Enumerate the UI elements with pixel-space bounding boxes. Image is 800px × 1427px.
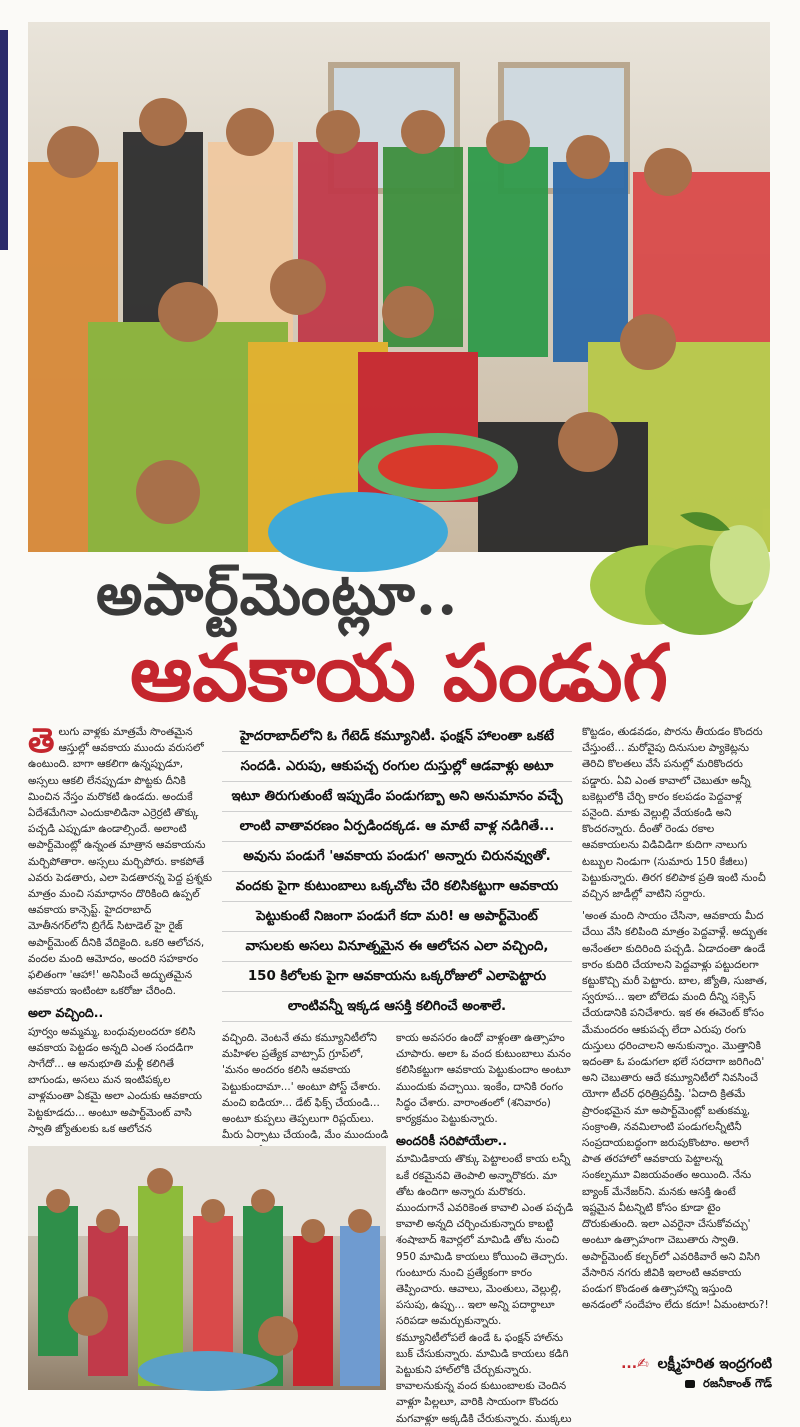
standfirst-line: ఇటూ తిరుగుతుంటే ఇప్పుడేం పండుగబ్బా అని అనుమానం వచ్చే (222, 782, 572, 812)
standfirst-line: పెట్టుకుంటే నిజంగా పండుగే కదా మరి! ఆ అపార్ట్‌మెంట్‌ (222, 902, 572, 932)
paragraph: మామిడికాయ తొక్కు పెట్టాలంటే కాయ లన్నీ ఒకే రకమైనవి తెంపాలి అన్నారొకరు. మా తోట ఉందిగా అన్నారు మరొకరు. ముందుగానే ఎవరికెంత కావాలి ఎంత పచ్చడి కావాలి అన్నది చర్చించుకున్నారు కాబట్టి శంషాబాద్‌ శివార్లలో మామిడి తోట నుంచి 950 మామిడి కాయలు కోయించి తెచ్చారు. గుంటూరు నుంచి ప్రత్యేకంగా కారం తెప్పించారు. ఆవాలు, మెంతులు, వెల్లుల్లి, పసుపు, ఉప్పు... ఇలా అన్ని పదార్థాలూ సరిపడా అమర్చుకున్నారు. కమ్యూనిటీలోపలే ఉండే ఓ ఫంక్షన్‌ హాల్‌ను బుక్‌ చేసుకున్నారు. మామిడి కాయలు కడిగి పెట్టుకుని హాల్‌లోకి చేర్చుకున్నారు. కావాలనుకున్న వంద కుటుంబాలకు చెందిన వాళ్లూ పిల్లలూ, వారికి సాయంగా కొందరు మగవాళ్లూ అక్కడికి చేరుకున్నారు. ముక్కలు (396, 1153, 574, 1425)
standfirst-line: అవును పండుగే 'ఆవకాయ పండుగ' అన్నారు చిరునవ్వుతో. (222, 842, 572, 872)
inset-photo-illustration (28, 1146, 386, 1390)
standfirst-line: వాసులకు అసలు వినూత్నమైన ఈ ఆలోచన ఎలా వచ్చింది, (222, 932, 572, 962)
paragraph: పూర్వం అమ్మమ్మ, బంధువులందరూ కలిసి ఆవకాయ పెట్టడం అన్నది ఎంత సందడిగా సాగేదో... ఆ అనుభూతి మళ్లీ కలిగితే బాగుండు, అసలు మన ఇంటిపక్కల వాళ్లమంతా ఏకమై అలా ఎందుకు ఆవకాయ పెట్టకూడదు... అంటూ అపార్ట్‌మెంట్‌ వాసి స్వాతి జ్యోతులకు ఒక ఆలోచన (28, 1025, 202, 1135)
mango-illustration (580, 505, 770, 645)
article-column-2 (222, 1030, 390, 1142)
dropcap: తె (28, 721, 55, 761)
paragraph: 'అంత మంది సాయం చేసినా, ఆవకాయ మీద చేయి వేసి కలిపింది మాత్రం పెద్దవాళ్లే. అద్భుతః అనేంతలా కుదిరింది పచ్చడి. ఏడాదంతా ఉండే కారం కుదిరి చేయాలని పెద్దవాళ్లు పట్టుదలగా కట్టుకొచ్చి మరీ పెట్టారు. బాల, జ్యోతి, సుజాత, స్వరూప... ఇలా బోలెడు మంది దీన్ని సక్సెస్‌ చేయడానికి పనిచేశారు. ఇక ఈ ఈవెంట్‌ కోసం మేమందరం ఆకుపచ్చ లేదా ఎరుపు రంగు దుస్తులు ధరించాలని అనుకున్నాం. మొత్తానికి ఇదంతా ఓ పండుగలా భలే సరదాగా జరిగింది' అని చెబుతారు ఆదే కమ్యూనిటీలో నివసించే యోగా టీచర్‌ ధరిత్రిప్రదీప్తి. 'ఏదాది క్రితమే ప్రారంభమైన మా అపార్ట్‌మెంట్లో బతుకమ్మ, సంక్రాంతి, నవమిలాంటి పండుగలన్నీటినీ సంప్రదాయబద్ధంగా జరుపుకొంటాం. అలాగే పాత తరహాలో ఆవకాయ పెట్టాలన్న సంకల్పమూ విజయవంతం అయింది. నేను బ్యాంక్‌ మేనేజర్‌ని. మనకు ఆసక్తి ఉంటే ఇష్టమైన వీటన్నిటి కోసం కూడా టైం దొరుకుతుంది. ఇలా ఎవరైనా చేసుకోవచ్చు' అంటూ ఉత్సాహంగా చెబుతారు స్వాతి. అపార్ట్‌మెంట్‌ కల్చర్‌లో ఎవరికివారే అని విసిగి వేసారిన నగరు జీవికి ఇలాంటి ఆవకాయ పండుగ కొండంత ఉత్సాహాన్ని ఇస్తుంది అనడంలో సందేహం లేదు కదూ! ఏమంటారు?! (582, 910, 769, 1312)
standfirst-line: లాంటి వాతావరణం ఏర్పడిందక్కడ. ఆ మాటే వాళ్ల నడిగితే... (222, 812, 572, 842)
hero-crowd-illustration (28, 22, 770, 552)
paragraph: వచ్చింది. వెంటనే తమ కమ్యూనిటీలోని మహిళల ప్రత్యేక వాట్సాప్‌ గ్రూప్‌లో, 'మనం అందరం కలిసి ఆవకాయ పెట్టుకుందామా...' అంటూ పోస్ట్‌ చేశారు. మంచి ఐడియా... డేట్‌ ఫిక్స్‌ చేయండి... అంటూ కుప్పలు తెప్పలుగా రిప్లయ్‌లు. మీరు ఏర్పాటు చేయండి, మేం ముందుండి (222, 1032, 389, 1142)
author-byline (621, 1356, 772, 1375)
hero-photo (28, 22, 770, 552)
inset-photo (28, 1146, 386, 1390)
standfirst-line: లాంటివన్నీ ఇక్కడ ఆసక్తి కలిగించే అంశాలే. (222, 992, 572, 1022)
article-column-4 (582, 724, 770, 1352)
camera-icon (685, 1380, 695, 1388)
standfirst-line: హైదరాబాద్‌లోని ఓ గేటెడ్‌ కమ్యూనిటీ. ఫంక్షన్‌ హాలంతా ఒకటే (222, 722, 572, 752)
standfirst-line: సందడి. ఎరుపు, ఆకుపచ్చ రంగుల దుస్తుల్లో ఆడవాళ్లు అటూ (222, 752, 572, 782)
paragraph: కొట్టడం, తుడవడం, పొరను తీయడం కొందరు చేస్తుంటే... మరోవైపు దినుసుల ప్యాకెట్లను తెరిచి కొలతలు వేసే పనుల్లో మరికొందరు పడ్డారు. ఏవి ఎంత కావాలో చెబుతూ అన్నీ బకెట్లులోకి చేర్చి కారం కలపడం పెద్దవాళ్ల పనైంది. మాకు వెల్లుల్లి వేయకండి అని కొందరన్నారు. దీంతో రెండు రకాల ఆవకాయలను విడివిడిగా కుదిగా నాలుగు టబ్బుల నిండుగా (సుమారు 150 కేజీలు) పెట్టుకున్నారు. తిరగ కలిపాక ప్రతి ఇంటి నుంచీ వచ్చిన జాడీల్లో వాటిని సర్దారు. (582, 726, 766, 901)
standfirst-line: వందకు పైగా కుటుంబాలు ఒక్కచోట చేరి కలిసికట్టుగా ఆవకాయ (222, 872, 572, 902)
paragraph: కాయ అవసరం ఉందో వాళ్లంతా ఉత్సాహం చూపారు. అలా ఓ వంద కుటుంబాలు మనం కలిసికట్టుగా ఆవకాయ పెట్టుకుందాం అంటూ ముందుకు వచ్చాయి. ఇంకేం, దానికి రంగం సిద్ధం చేశారు. వారాంతంలో (శనివారం) కార్యక్రమం పెట్టుకున్నారు. (396, 1032, 571, 1126)
author-name: లక్ష్మీహరిత ఇంద్రగంటి (657, 1356, 772, 1372)
standfirst (222, 722, 572, 1027)
page-edge-tab (0, 30, 8, 250)
subheading-andariki-saripoyela: అందరికీ సరిపోయేలా.. (396, 1133, 508, 1149)
intro-paragraph: లుగు వాళ్లకు మాత్రమే సొంతమైన ఆస్తుల్లో ఆవకాయ ముందు వరుసలో ఉంటుంది. బాగా ఆకలిగా ఉన్నప్పుడూ, అస్సలు ఆకలి లేనప్పుడూ పొట్టకు దీనికి మించిన నేస్తం మరొకటి ఉండదు. అందుకే ఏదేశమేగినా ఎందుకాలిడినా ఎర్రెర్రటి తొక్కు పచ్చడి ఎప్పుడూ ఉండాల్సిందే. అలాంటి అపార్ట్‌మెంట్లో ఉన్నంత మాత్రాన ఆవకాయను మర్చిపోతారా. అస్సలు మర్చిపోరు. కాకపోతే ఎవరు పెడతారు, ఎలా పెడతారన్న పెద్ద ప్రశ్నకు మాత్రం మంచి సమాధానం దొరికింది ఉప్పల్‌ ఆవకాయ కాన్సెప్ట్‌. హైదరాబాద్‌ మోతీనగర్‌లోని బ్రిగేడ్‌ సిటాడెల్‌ హై రైజ్‌ అపార్ట్‌మెంట్‌ దీనికి వేదికైంది. ఒకరి ఆలోచన, వందల మంది ఆమోదం, అందరి సహకారం ఫలితంగా 'ఆహా!' అనిపించే అద్భుతమైన ఆవకాయ ఇంటింటా ఒకరోజు చేరింది. (28, 726, 213, 998)
photographer-name: రజనీకాంత్‌ గౌడ్‌ (703, 1376, 772, 1390)
headline-line1: అపార్ట్‌మెంట్లూ.. (96, 560, 459, 628)
article-column-3 (396, 1030, 574, 1425)
article-column-1 (28, 721, 214, 1142)
standfirst-line: 150 కిలోలకు పైగా ఆవకాయను ఒక్కరోజులో ఎలాపెట్టారు (222, 962, 572, 992)
headline-line2: ఆవకాయ పండుగ (130, 628, 668, 719)
photographer-byline (685, 1376, 772, 1393)
subheading-ala-vachindi: అలా వచ్చింది.. (28, 1005, 104, 1021)
pen-icon: ...✍ (621, 1356, 649, 1372)
